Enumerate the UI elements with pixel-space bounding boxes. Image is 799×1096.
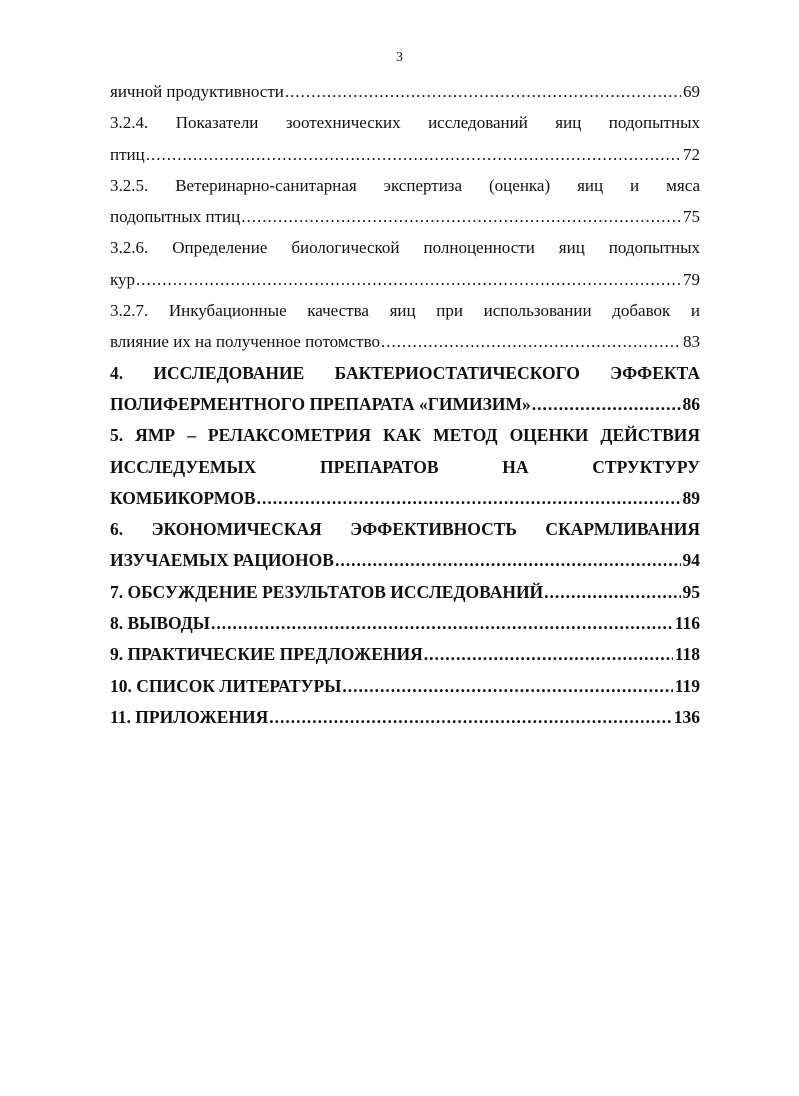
toc-page-number: 75: [683, 207, 700, 227]
toc-entry-title: влияние их на полученное потомство: [110, 332, 380, 352]
dot-leader: [241, 201, 681, 232]
dot-leader: [285, 76, 681, 107]
toc-entry-7: [110, 577, 700, 608]
toc-page-number: 118: [674, 644, 700, 665]
dot-leader: [544, 577, 680, 608]
toc-entry-title: 3.2.5. Ветеринарно-санитарная экспертиза (оценка) яиц и мяса: [110, 175, 700, 195]
toc-entry-title: ИЗУЧАЕМЫХ РАЦИОНОВ: [110, 550, 334, 571]
toc-entry-3-2-7: [110, 326, 700, 357]
toc-entry-title: 3.2.4. Показатели зоотехнических исследований яиц подопытных: [110, 113, 700, 133]
toc-entry-3-2-5: [110, 201, 700, 232]
toc-entry-11: [110, 702, 700, 733]
toc-page-number: 72: [683, 144, 700, 164]
toc-entry-title: 11. ПРИЛОЖЕНИЯ: [110, 706, 269, 727]
dot-leader: [136, 264, 681, 295]
toc-entry-title: ПОЛИФЕРМЕНТНОГО ПРЕПАРАТА «ГИМИЗИМ»: [110, 393, 531, 414]
page-number: 3: [396, 50, 403, 65]
dot-leader: [424, 639, 673, 670]
toc-entry-title: яичной продуктивности: [110, 82, 284, 101]
toc-page-number: 95: [682, 581, 700, 602]
toc-entry-yaichnoy: [110, 76, 700, 107]
toc-entry-6: [110, 545, 700, 576]
dot-leader: [342, 671, 672, 702]
toc-entry-title: птиц: [110, 144, 145, 164]
toc-page-number: 119: [674, 675, 700, 696]
toc-entry-3-2-6: [110, 264, 700, 295]
toc-entry-8: [110, 608, 700, 639]
dot-leader: [532, 389, 681, 420]
toc-entry-title: кур: [110, 269, 136, 289]
dot-leader: [381, 326, 681, 357]
toc-page-number: 116: [674, 613, 700, 634]
toc-page-number: 79: [683, 269, 700, 289]
toc-entry-9: [110, 639, 700, 670]
table-of-contents: [110, 76, 700, 733]
toc-page-number: 86: [682, 393, 700, 414]
toc-entry-title: 5. ЯМР – РЕЛАКСОМЕТРИЯ КАК МЕТОД ОЦЕНКИ ДЕЙСТВИЯ: [110, 425, 700, 446]
toc-page-number: 89: [682, 487, 700, 508]
toc-entry-title: 7. ОБСУЖДЕНИЕ РЕЗУЛЬТАТОВ ИССЛЕДОВАНИЙ: [110, 581, 544, 602]
toc-entry-title: 3.2.6. Определение биологической полноценности яиц подопытных: [110, 238, 700, 258]
toc-page-number: 136: [673, 706, 700, 727]
toc-entry-5: [110, 483, 700, 514]
toc-page-number: 83: [683, 332, 700, 352]
toc-entry-title: 3.2.7. Инкубационные качества яиц при использовании добавок и: [110, 301, 700, 321]
toc-entry-4: [110, 389, 700, 420]
toc-entry-title: 10. СПИСОК ЛИТЕРАТУРЫ: [110, 675, 342, 696]
dot-leader: [335, 545, 681, 576]
toc-entry-title: 6. ЭКОНОМИЧЕСКАЯ ЭФФЕКТИВНОСТЬ СКАРМЛИВАНИЯ: [110, 519, 700, 540]
dot-leader: [146, 139, 681, 170]
dot-leader: [211, 608, 673, 639]
toc-entry-10: [110, 671, 700, 702]
toc-entry-title: ИССЛЕДУЕМЫХ ПРЕПАРАТОВ НА СТРУКТУРУ: [110, 456, 700, 477]
dot-leader: [269, 702, 671, 733]
toc-entry-title: КОМБИКОРМОВ: [110, 487, 256, 508]
toc-page-number: 94: [682, 550, 700, 571]
toc-entry-3-2-4: [110, 139, 700, 170]
toc-entry-title: подопытных птиц: [110, 207, 241, 227]
toc-page-number: 69: [683, 82, 700, 101]
toc-entry-title: 8. ВЫВОДЫ: [110, 613, 210, 634]
toc-entry-title: 9. ПРАКТИЧЕСКИЕ ПРЕДЛОЖЕНИЯ: [110, 644, 423, 665]
toc-entry-title: 4. ИССЛЕДОВАНИЕ БАКТЕРИОСТАТИЧЕСКОГО ЭФФЕКТА: [110, 362, 700, 383]
dot-leader: [257, 483, 681, 514]
